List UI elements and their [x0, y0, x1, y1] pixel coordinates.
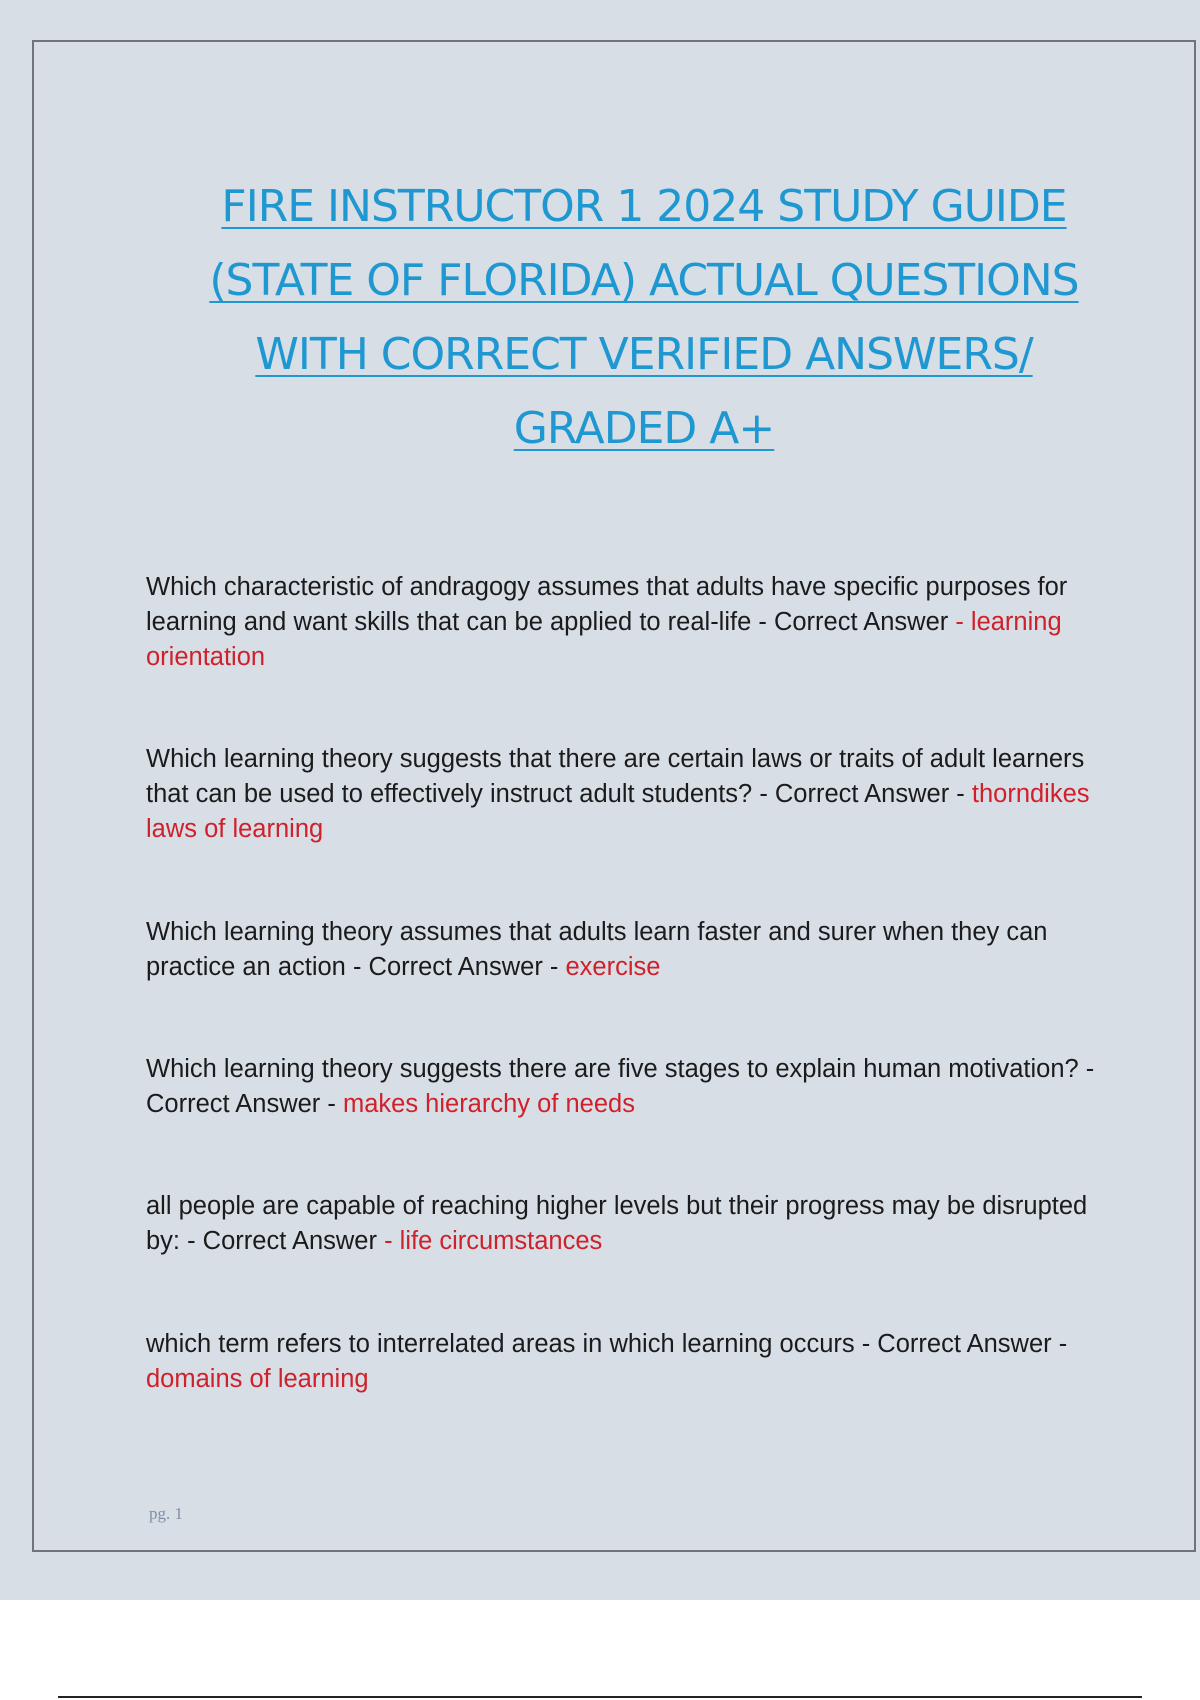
question-text: Which learning theory suggests there are five stages to explain human motivation? - Correct Answer - — [146, 1055, 1095, 1118]
answer-text: domains of learning — [146, 1365, 369, 1393]
title-line: GRADED A+ — [513, 403, 775, 454]
document-page — [32, 40, 1196, 1552]
qa-item — [146, 1189, 1106, 1259]
question-text: Which learning theory assumes that adults learn faster and surer when they can practice an action - Correct Answer - — [146, 918, 1048, 981]
footer-divider — [58, 1696, 1142, 1698]
qa-item — [146, 570, 1106, 675]
title-line: (STATE OF FLORIDA) ACTUAL QUESTIONS — [209, 255, 1079, 306]
title-line: WITH CORRECT VERIFIED ANSWERS/ — [255, 329, 1033, 380]
answer-text: exercise — [565, 953, 661, 981]
question-text: all people are capable of reaching higher levels but their progress may be disrupted by: - Correct Answer — [146, 1192, 1088, 1255]
title-line: FIRE INSTRUCTOR 1 2024 STUDY GUIDE — [221, 181, 1067, 232]
answer-text: thorndikes laws of learning — [146, 780, 1090, 843]
question-text: Which learning theory suggests that there are certain laws or traits of adult learners that can be used to effectively instruct adult students? - Correct Answer - — [146, 745, 1085, 808]
question-text: Which characteristic of andragogy assumes that adults have specific purposes for learning and want skills that can be applied to real-life - Correct Answer — [146, 573, 1068, 636]
answer-text: - life circumstances — [384, 1227, 603, 1255]
answer-text: - learning orientation — [146, 608, 1062, 671]
qa-item — [146, 1052, 1106, 1122]
qa-item — [146, 915, 1106, 985]
question-text: which term refers to interrelated areas in which learning occurs - Correct Answer - — [146, 1330, 1068, 1358]
page-number: pg. 1 — [149, 1504, 183, 1523]
qa-item — [146, 742, 1106, 847]
document-title — [154, 170, 1134, 466]
qa-item — [146, 1327, 1106, 1397]
answer-text: makes hierarchy of needs — [342, 1090, 635, 1118]
